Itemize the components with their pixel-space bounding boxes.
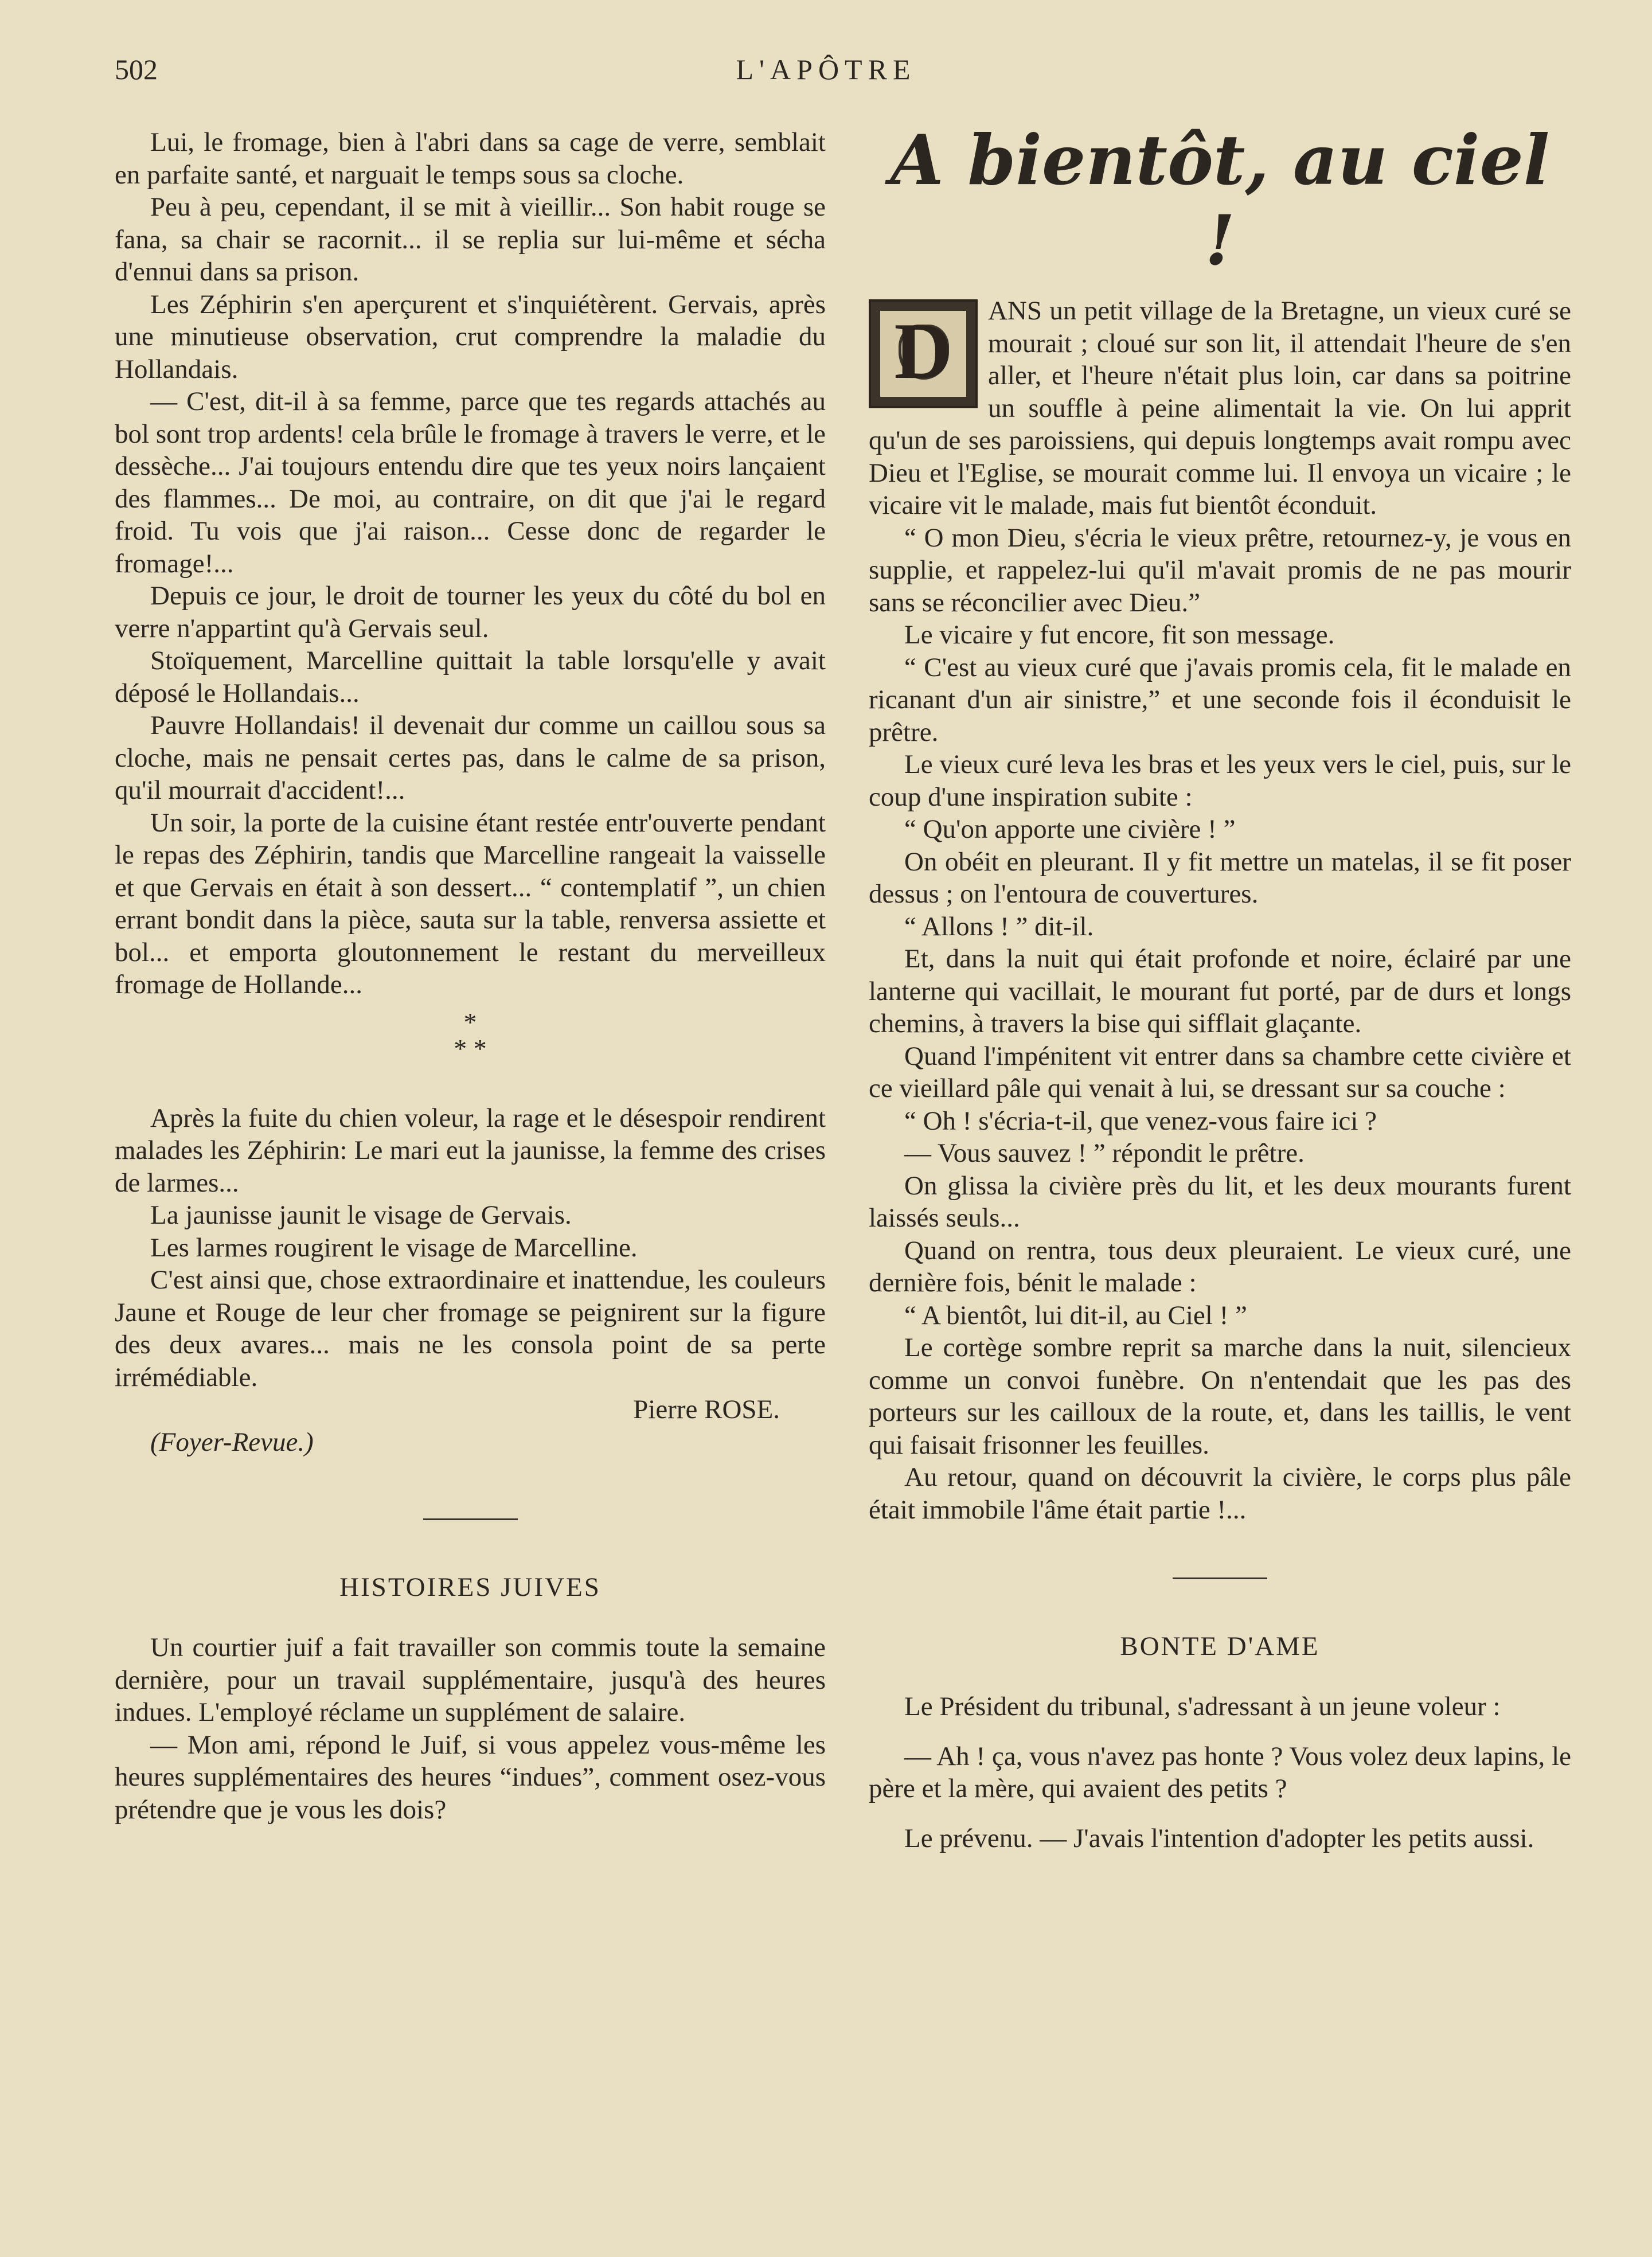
source-credit: (Foyer-Revue.) bbox=[150, 1427, 314, 1457]
divider-rule bbox=[1173, 1577, 1267, 1579]
section-title-histoires: HISTOIRES JUIVES bbox=[339, 1572, 601, 1602]
divider-rule bbox=[423, 1518, 518, 1520]
paragraph: “ Oh ! s'écria-t-il, que venez-vous faire ici ? bbox=[904, 1106, 1377, 1136]
paragraph: — Vous sauvez ! ” répondit le prêtre. bbox=[904, 1138, 1305, 1168]
paragraph: — Ah ! ça, vous n'avez pas honte ? Vous volez deux lapins, le père et la mère, qui avaient des petits ? bbox=[869, 1741, 1571, 1803]
paragraph: On glissa la civière près du lit, et les deux mourants furent laissés seuls... bbox=[869, 1170, 1571, 1233]
paragraph: “ C'est au vieux curé que j'avais promis cela, fit le malade en ricanant d'un air sinistre,” et une seconde fois il éconduisit le prêtre. bbox=[869, 652, 1571, 747]
running-header bbox=[115, 53, 1537, 87]
article-title: A bientôt, au ciel ! bbox=[890, 120, 1550, 281]
paragraph: “ Allons ! ” dit-il. bbox=[904, 911, 1094, 942]
paragraph: Pauvre Hollandais! il devenait dur comme un caillou sous sa cloche, mais ne pensait certes pas, dans le calme de sa prison, qu'il mourrait d'accident!... bbox=[115, 710, 826, 805]
paragraph: La jaunisse jaunit le visage de Gervais. bbox=[150, 1200, 572, 1230]
paragraph: — Mon ami, répond le Juif, si vous appelez vous-même les heures supplémentaires des heures “indues”, comment osez-vous prétendre que je vous les dois? bbox=[115, 1729, 826, 1825]
left-column bbox=[115, 126, 826, 1826]
paragraph: “ A bientôt, lui dit-il, au Ciel ! ” bbox=[904, 1300, 1247, 1330]
paragraph: Au retour, quand on découvrit la civière, le corps plus pâle était immobile l'âme était partie !... bbox=[869, 1462, 1571, 1525]
dropcap-letter: D bbox=[894, 307, 952, 396]
page-number: 502 bbox=[115, 53, 158, 85]
paragraph: Peu à peu, cependant, il se mit à vieillir... Son habit rouge se fana, sa chair se racornit... il se replia sur lui-même et sécha d'ennui dans sa prison. bbox=[115, 192, 826, 287]
paragraph: Le cortège sombre reprit sa marche dans la nuit, silencieux comme un convoi funèbre. On n'entendait que les pas des porteurs sur les cailloux de la route, et, dans les taillis, le vent qui faisait frisonner les feuilles. bbox=[869, 1333, 1571, 1460]
paragraph: Le vicaire y fut encore, fit son message. bbox=[904, 620, 1335, 650]
section-title-bonte: BONTE D'AME bbox=[1120, 1631, 1320, 1661]
asterisk-bottom: * * bbox=[454, 1033, 487, 1063]
paragraph: Les larmes rougirent le visage de Marcelline. bbox=[150, 1232, 638, 1263]
paragraph: “ O mon Dieu, s'écria le vieux prêtre, retournez-y, je vous en supplie, et rappelez-lui qu'il m'avait promis de ne pas mourir sans se réconcilier avec Dieu.” bbox=[869, 522, 1571, 618]
ornamental-dropcap bbox=[869, 299, 978, 408]
paragraph: Le vieux curé leva les bras et les yeux vers le ciel, puis, sur le coup d'une inspiration subite : bbox=[869, 749, 1571, 812]
paragraph: Un courtier juif a fait travailler son commis toute la semaine dernière, pour un travail supplémentaire, jusqu'à des heures indues. L'employé réclame un supplément de salaire. bbox=[115, 1633, 826, 1727]
paragraph: Quand l'impénitent vit entrer dans sa chambre cette civière et ce vieillard pâle qui venait à lui, se dressant sur sa couche : bbox=[869, 1041, 1571, 1103]
paragraph: Le Président du tribunal, s'adressant à un jeune voleur : bbox=[904, 1692, 1501, 1721]
paragraph: Un soir, la porte de la cuisine étant restée entr'ouverte pendant le repas des Zéphirin, tandis que Marcelline rangeait la vaisselle et que Gervais en était à son dessert... “ contemplatif ”, un chien errant bondit dans la pièce, sauta sur la table, renversa assiette et bol... et emporta gloutonnement le restant du merveilleux fromage de Hollande... bbox=[115, 807, 826, 999]
paragraph: On obéit en pleurant. Il y fit mettre un matelas, il se fit poser dessus ; on l'entoura de couvertures. bbox=[869, 846, 1571, 909]
paragraph: Les Zéphirin s'en aperçurent et s'inquiétèrent. Gervais, après une minutieuse observation, crut comprendre la maladie du Hollandais. bbox=[115, 289, 826, 384]
paragraph: — C'est, dit-il à sa femme, parce que tes regards attachés au bol sont trop ardents! cela brûle le fromage à travers le verre, et le dessèche... J'ai toujours entendu dire que tes yeux noirs lançaient des flammes... De moi, au contraire, on dit que j'ai le regard froid. Tu vois que j'ai raison... Cesse donc de regarder le fromage!... bbox=[115, 386, 826, 579]
paragraph: Stoïquement, Marcelline quittait la table lorsqu'elle y avait déposé le Hollandais... bbox=[115, 646, 826, 708]
paragraph: “ Qu'on apporte une civière ! ” bbox=[904, 814, 1236, 844]
paragraph: Depuis ce jour, le droit de tourner les yeux du côté du bol en verre n'appartint qu'à Gervais seul. bbox=[115, 581, 826, 643]
paragraph: Après la fuite du chien voleur, la rage et le désespoir rendirent malades les Zéphirin: Le mari eut la jaunisse, la femme des crises de larmes... bbox=[115, 1103, 826, 1198]
author-signature: Pierre ROSE. bbox=[633, 1395, 780, 1424]
section-break-asterisks bbox=[115, 1009, 826, 1062]
paragraph: Et, dans la nuit qui était profonde et noire, éclairé par une lanterne qui vacillait, le mourant fut porté, par de durs et longs chemins, à travers la bise qui sifflait glaçante. bbox=[869, 944, 1571, 1038]
paragraph: Lui, le fromage, bien à l'abri dans sa cage de verre, semblait en parfaite santé, et narguait le temps sous sa cloche. bbox=[115, 127, 826, 190]
right-column bbox=[869, 120, 1571, 1854]
paragraph: C'est ainsi que, chose extraordinaire et inattendue, les couleurs Jaune et Rouge de leur cher fromage se peignirent sur la figure des deux avares... mais ne les consola point de sa perte irrémédiable. bbox=[115, 1265, 826, 1392]
paragraph: Quand on rentra, tous deux pleuraient. Le vieux curé, une dernière fois, bénit le malade : bbox=[869, 1235, 1571, 1298]
asterisk-top: * bbox=[463, 1007, 477, 1037]
paragraph: ANS un petit village de la Bretagne, un vieux curé se mourait ; cloué sur son lit, il attendait l'heure de s'en aller, et l'heure n'était plus loin, car dans sa poitrine un souffle à peine alimentait la vie. On lui apprit qu'un de ses paroissiens, qui depuis longtemps avait rompu avec Dieu et l'Eglise, se mourait comme lui. Il envoya un vicaire ; le vicaire vit le malade, mais fut bientôt éconduit. bbox=[869, 296, 1571, 520]
paragraph: Le prévenu. — J'avais l'intention d'adopter les petits aussi. bbox=[904, 1823, 1534, 1853]
journal-title: L'APÔTRE bbox=[736, 53, 916, 85]
